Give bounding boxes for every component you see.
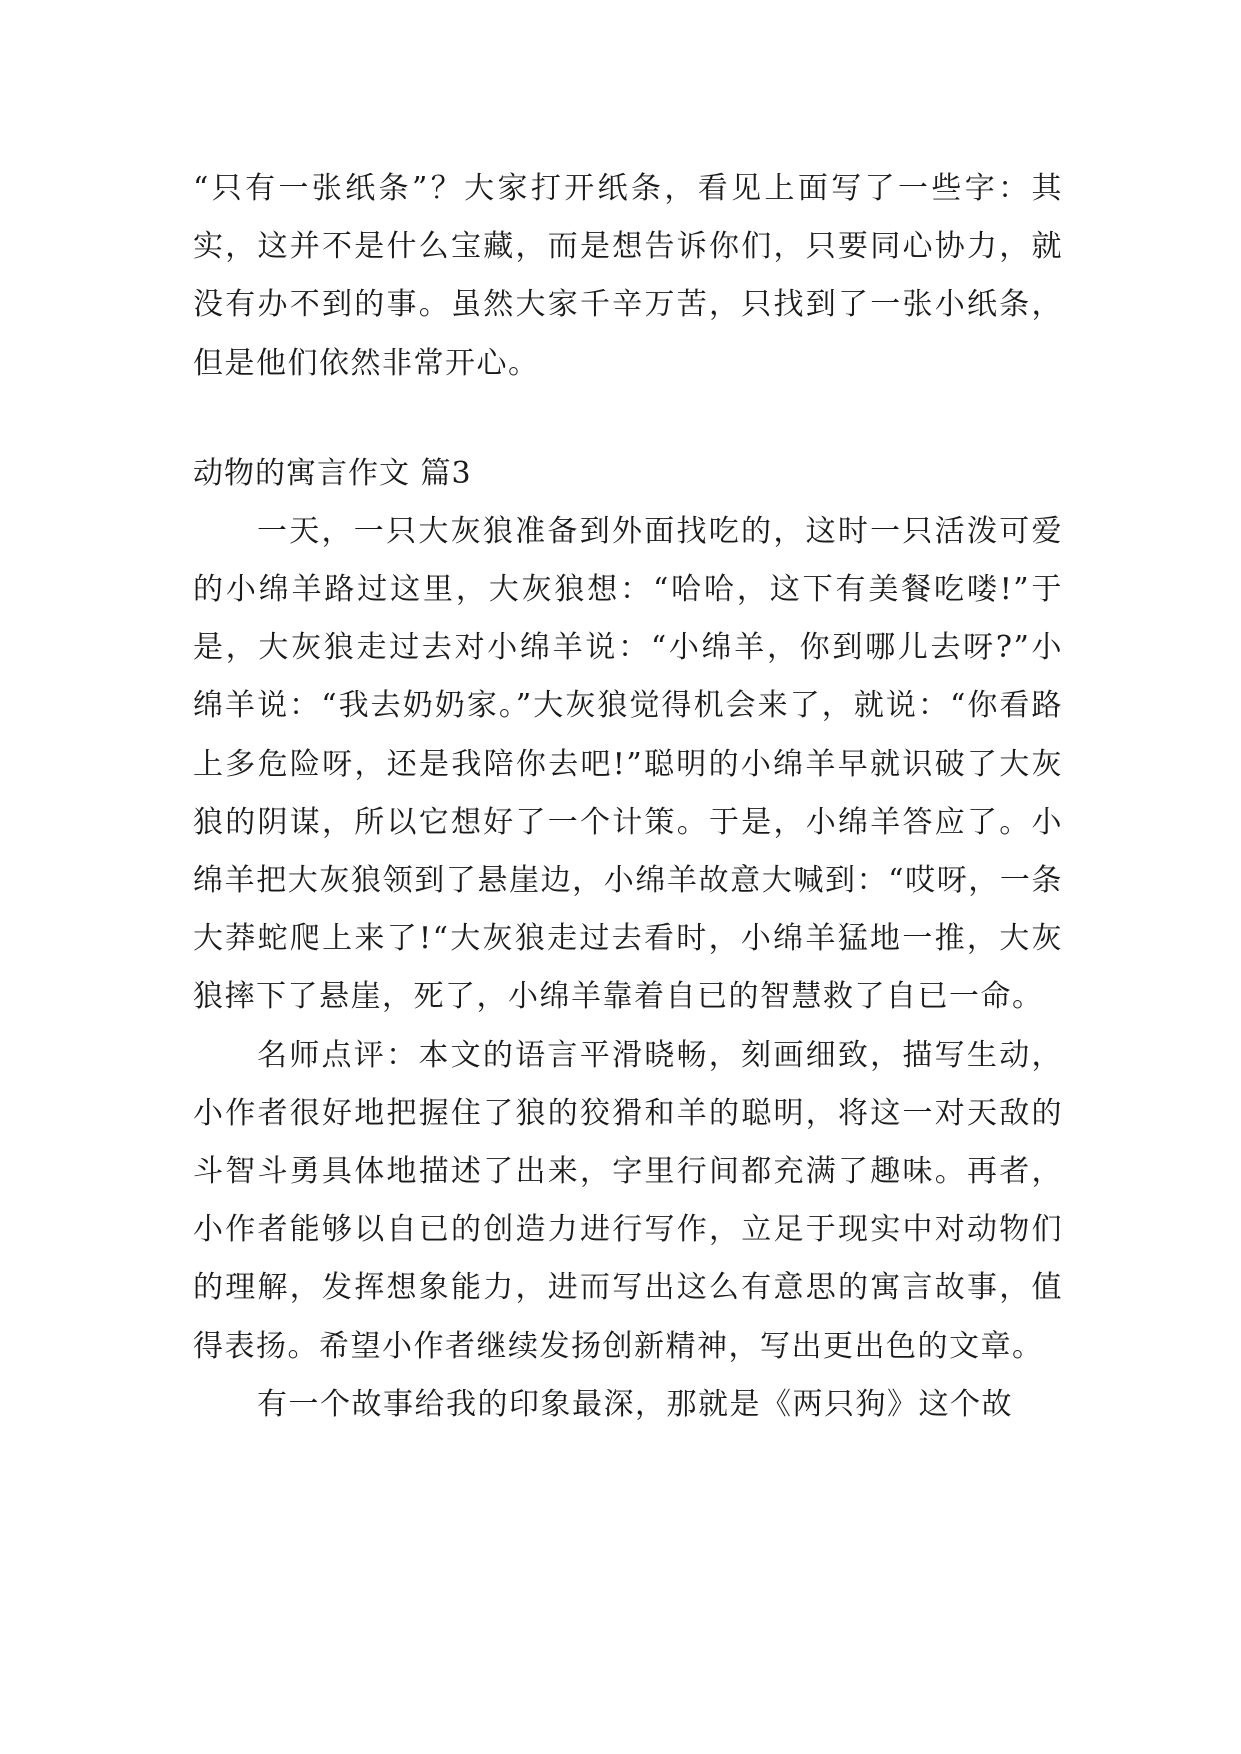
comment-paragraph: 名师点评：本文的语言平滑晓畅，刻画细致，描写生动，小作者很好地把握住了狼的狡猾和羊的聪明，将这一对天敌的斗智斗勇具体地描述了出来，字里行间都充满了趣味。再者，小作者能够以自已的创造力进行写作，立足于现实中对动物们的理解，发挥想象能力，进而写出这么有意思的寓言故事，值得表扬。希望小作者继续发扬创新精神，写出更出色的文章。 bbox=[193, 1037, 1063, 1364]
document-page bbox=[193, 160, 1063, 1434]
intro-paragraph: “只有一张纸条”？大家打开纸条，看见上面写了一些字：其实，这并不是什么宝藏，而是想告诉你们，只要同心协力，就没有办不到的事。虽然大家千辛万苦，只找到了一张小纸条，但是他们依然非常开心。 bbox=[193, 171, 1063, 381]
next-paragraph: 有一个故事给我的印象最深，那就是《两只狗》这个故 bbox=[257, 1386, 1013, 1422]
section-heading: 动物的寓言作文 篇3 bbox=[193, 455, 472, 491]
story-paragraph: 一天，一只大灰狼准备到外面找吃的，这时一只活泼可爱的小绵羊路过这里，大灰狼想：“哈哈，这下有美餐吃喽!”于是，大灰狼走过去对小绵羊说：“小绵羊，你到哪儿去呀?”小绵羊说：“我去奶奶家。”大灰狼觉得机会来了，就说：“你看路上多危险呀，还是我陪你去吧!”聪明的小绵羊早就识破了大灰狼的阴谋，所以它想好了一个计策。于是，小绵羊答应了。小绵羊把大灰狼领到了悬崖边，小绵羊故意大喊到：“哎呀，一条大莽蛇爬上来了!“大灰狼走过去看时，小绵羊猛地一推，大灰狼摔下了悬崖，死了，小绵羊靠着自已的智慧救了自已一命。 bbox=[193, 513, 1063, 1015]
section-spacer bbox=[193, 393, 1063, 445]
article-body bbox=[193, 160, 1063, 1434]
